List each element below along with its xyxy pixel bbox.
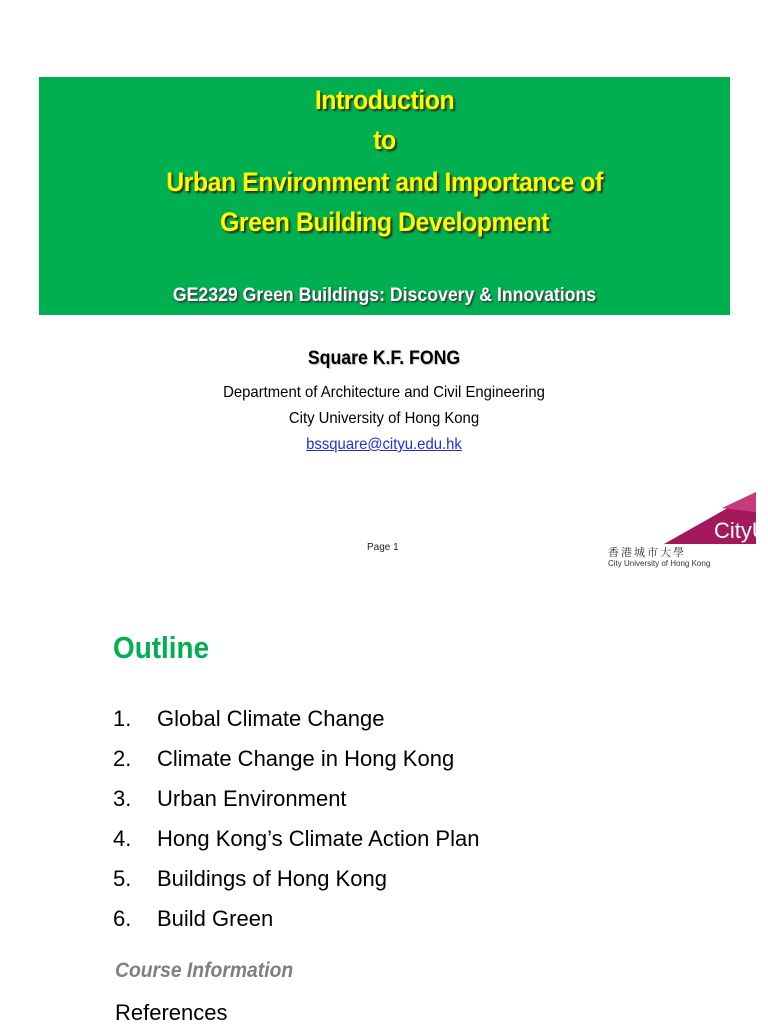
title-line-1: Introduction bbox=[314, 85, 455, 115]
list-item bbox=[113, 746, 479, 786]
title-line-4: Green Building Development bbox=[220, 207, 549, 237]
author-name: Square K.F. FONG bbox=[307, 348, 461, 369]
page-number: Page 1 bbox=[367, 542, 399, 553]
list-item-number: 1. bbox=[113, 706, 132, 731]
list-item-text: Hong Kong’s Climate Action Plan bbox=[157, 826, 480, 851]
logo-english-name: City University of Hong Kong bbox=[608, 559, 711, 568]
course-information-heading: Course Information bbox=[115, 959, 294, 982]
list-item-text: Build Green bbox=[157, 906, 274, 931]
list-item bbox=[113, 786, 479, 826]
title-banner bbox=[39, 77, 730, 315]
cityu-logo bbox=[606, 492, 768, 572]
list-item-number: 4. bbox=[113, 826, 132, 851]
list-item bbox=[113, 866, 479, 906]
outline-title: Outline bbox=[113, 630, 210, 665]
list-item bbox=[113, 906, 479, 946]
list-item bbox=[113, 706, 479, 746]
author-email-link[interactable]: bssquare@cityu.edu.hk bbox=[306, 436, 462, 453]
list-item-number: 6. bbox=[113, 906, 132, 931]
author-university: City University of Hong Kong bbox=[288, 410, 480, 427]
list-item-text: Climate Change in Hong Kong bbox=[157, 746, 455, 771]
course-subtitle: GE2329 Green Buildings: Discovery & Innovations bbox=[172, 285, 597, 306]
outline-list bbox=[113, 706, 479, 946]
title-line-2: to bbox=[373, 125, 396, 155]
list-item bbox=[113, 826, 479, 866]
cityu-logo-mark bbox=[662, 492, 768, 544]
list-item-number: 2. bbox=[113, 746, 132, 771]
title-line-3: Urban Environment and Importance of bbox=[166, 167, 603, 197]
references-heading: References bbox=[115, 1000, 228, 1025]
list-item-text: Global Climate Change bbox=[157, 706, 385, 731]
author-department: Department of Architecture and Civil Engineering bbox=[223, 384, 545, 401]
list-item-text: Buildings of Hong Kong bbox=[157, 866, 387, 891]
list-item-number: 5. bbox=[113, 866, 132, 891]
logo-chinese-name: 香港城市大學 bbox=[608, 546, 686, 559]
list-item-text: Urban Environment bbox=[157, 786, 347, 811]
list-item-number: 3. bbox=[113, 786, 132, 811]
svg-text:CityU: CityU bbox=[714, 518, 768, 543]
